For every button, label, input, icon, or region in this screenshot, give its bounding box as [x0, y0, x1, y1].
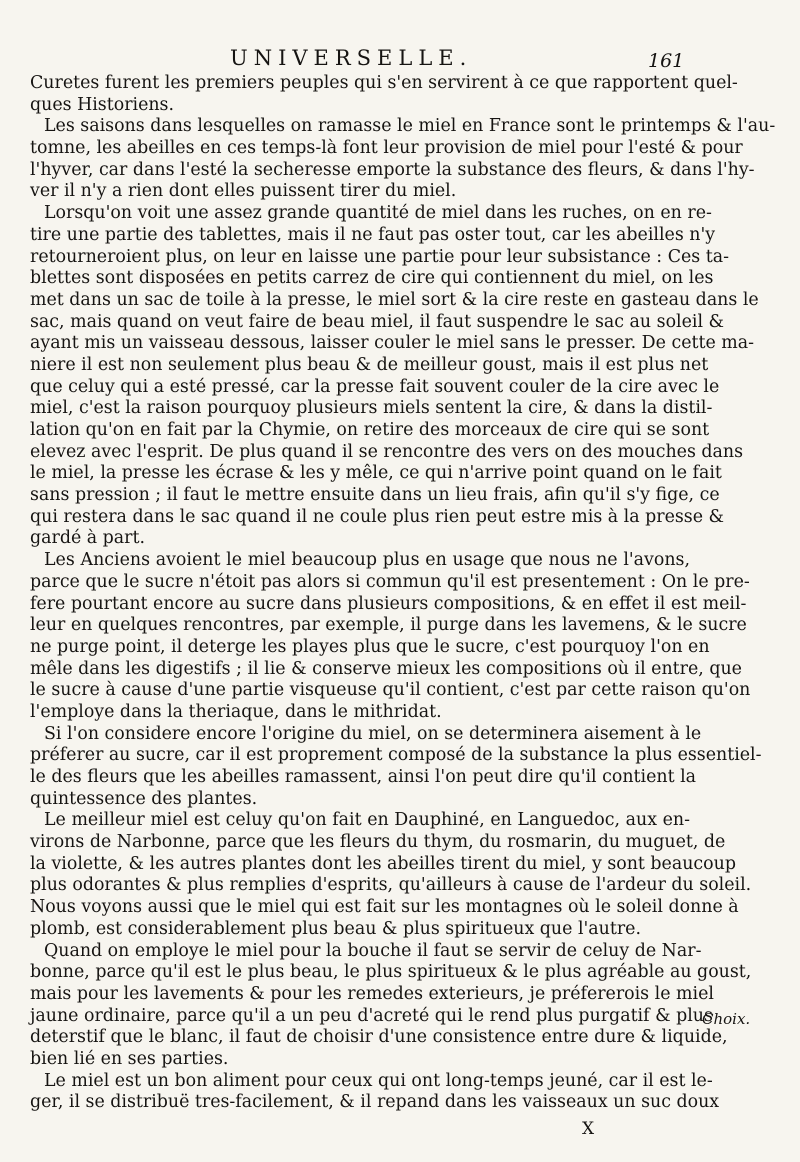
- text-line: parce que le sucre n'étoit pas alors si commun qu'il est presentement : On le pre-: [30, 571, 750, 592]
- text-line: plomb, est considerablement plus beau & plus spiritueux que l'autre.: [30, 918, 641, 939]
- text-line: Si l'on considere encore l'origine du miel, on se determinera aisement à le: [44, 723, 702, 744]
- text-line: ayant mis un vaisseau dessous, laisser couler le miel sans le presser. De cette ma-: [30, 333, 755, 354]
- text-line: gardé à part.: [30, 528, 145, 549]
- text-line: la violette, & les autres plantes dont les abeilles tirent du miel, y sont beaucoup: [30, 853, 736, 874]
- text-line: miel, c'est la raison pourquoy plusieurs miels sentent la cire, & dans la distil-: [30, 398, 713, 419]
- text-line: plus odorantes & plus remplies d'esprits, qu'ailleurs à cause de l'ardeur du soleil.: [30, 875, 752, 896]
- text-line: l'hyver, car dans l'esté la secheresse emporte la substance des fleurs, & dans l'hy-: [30, 159, 755, 180]
- text-line: met dans un sac de toile à la presse, le miel sort & la cire reste en gasteau dans le: [30, 289, 759, 310]
- text-line: retourneroient plus, on leur en laisse une partie pour leur subsistance : Ces ta-: [30, 246, 729, 267]
- text-line: préferer au sucre, car il est proprement composé de la substance la plus essentiel-: [30, 745, 762, 766]
- text-line: sac, mais quand on veut faire de beau miel, il faut suspendre le sac au soleil &: [30, 311, 725, 332]
- text-line: bonne, parce qu'il est le plus beau, le plus spiritueux & le plus agréable au goust,: [30, 962, 752, 983]
- margin-note: Choix.: [702, 1010, 751, 1028]
- text-line: Quand on employe le miel pour la bouche il faut se servir de celuy de Nar-: [44, 940, 702, 961]
- text-line: tomne, les abeilles en ces temps-là font leur provision de miel pour l'esté & pour: [30, 138, 743, 159]
- text-line: deterstif que le blanc, il faut de choisir d'une consistence entre dure & liquide,: [30, 1027, 728, 1048]
- catchword-signature: X: [582, 1119, 595, 1139]
- text-line: le miel, la presse les écrase & les y mêle, ce qui n'arrive point quand on le fait: [30, 463, 722, 484]
- text-line: niere il est non seulement plus beau & de meilleur goust, mais il est plus net: [30, 354, 709, 375]
- text-line: blettes sont disposées en petits carrez de cire qui contiennent du miel, on les: [30, 268, 714, 289]
- text-line: ger, il se distribuë tres-facilement, & il repand dans les vaisseaux un suc doux: [30, 1092, 720, 1113]
- text-line: Le miel est un bon aliment pour ceux qui ont long-temps jeuné, car il est le-: [44, 1070, 713, 1091]
- text-line: qui restera dans le sac quand il ne coule plus rien peut estre mis à la presse &: [30, 506, 725, 527]
- text-line: ques Historiens.: [30, 94, 175, 115]
- text-line: Curetes furent les premiers peuples qui s'en servirent à ce que rapportent quel-: [30, 73, 738, 93]
- running-head: UNIVERSELLE.: [230, 46, 473, 70]
- text-line: jaune ordinaire, parce qu'il a un peu d'acreté qui le rend plus purgatif & plus: [30, 1005, 713, 1026]
- text-line: Le meilleur miel est celuy qu'on fait en Dauphiné, en Languedoc, aux en-: [44, 810, 690, 831]
- text-line: Lorsqu'on voit une assez grande quantité de miel dans les ruches, on en re-: [44, 203, 712, 224]
- text-line: Les saisons dans lesquelles on ramasse le miel en France sont le printemps & l'au-: [44, 116, 776, 137]
- text-line: le sucre à cause d'une partie visqueuse qu'il contient, c'est par cette raison qu'on: [30, 680, 751, 701]
- page-number: 161: [648, 50, 685, 72]
- text-line: leur en quelques rencontres, par exemple, il purge dans les lavemens, & le sucre: [30, 615, 747, 636]
- text-line: virons de Narbonne, parce que les fleurs du thym, du rosmarin, du muguet, de: [30, 832, 726, 853]
- text-line: sans pression ; il faut le mettre ensuite dans un lieu frais, afin qu'il s'y fige, ce: [30, 485, 720, 506]
- text-line: Nous voyons aussi que le miel qui est fait sur les montagnes où le soleil donne à: [30, 897, 739, 918]
- text-line: mais pour les lavements & pour les remedes exterieurs, je préfererois le miel: [30, 983, 714, 1004]
- text-line: quintessence des plantes.: [30, 788, 258, 809]
- text-line: tire une partie des tablettes, mais il ne faut pas oster tout, car les abeilles n'y: [30, 224, 716, 245]
- text-line: elevez avec l'esprit. De plus quand il se rencontre des vers on des mouches dans: [30, 441, 744, 462]
- text-line: mêle dans les digestifs ; il lie & conserve mieux les compositions où il entre, que: [30, 658, 742, 679]
- text-line: le des fleurs que les abeilles ramassent, ainsi l'on peut dire qu'il contient la: [30, 767, 697, 787]
- text-line: ver il n'y a rien dont elles puissent tirer du miel.: [30, 181, 457, 202]
- text-line: fere pourtant encore au sucre dans plusieurs compositions, & en effet il est meil-: [30, 593, 747, 614]
- text-line: l'employe dans la theriaque, dans le mithridat.: [30, 701, 442, 722]
- text-line: que celuy qui a esté pressé, car la presse fait souvent couler de la cire avec le: [30, 376, 720, 397]
- text-line: lation qu'on en fait par la Chymie, on retire des morceaux de cire qui se sont: [30, 420, 710, 440]
- text-line: Les Anciens avoient le miel beaucoup plus en usage que nous ne l'avons,: [44, 550, 690, 571]
- text-line: ne purge point, il deterge les playes plus que le sucre, c'est pourquoy l'on en: [30, 636, 710, 657]
- text-line: bien lié en ses parties.: [30, 1048, 229, 1069]
